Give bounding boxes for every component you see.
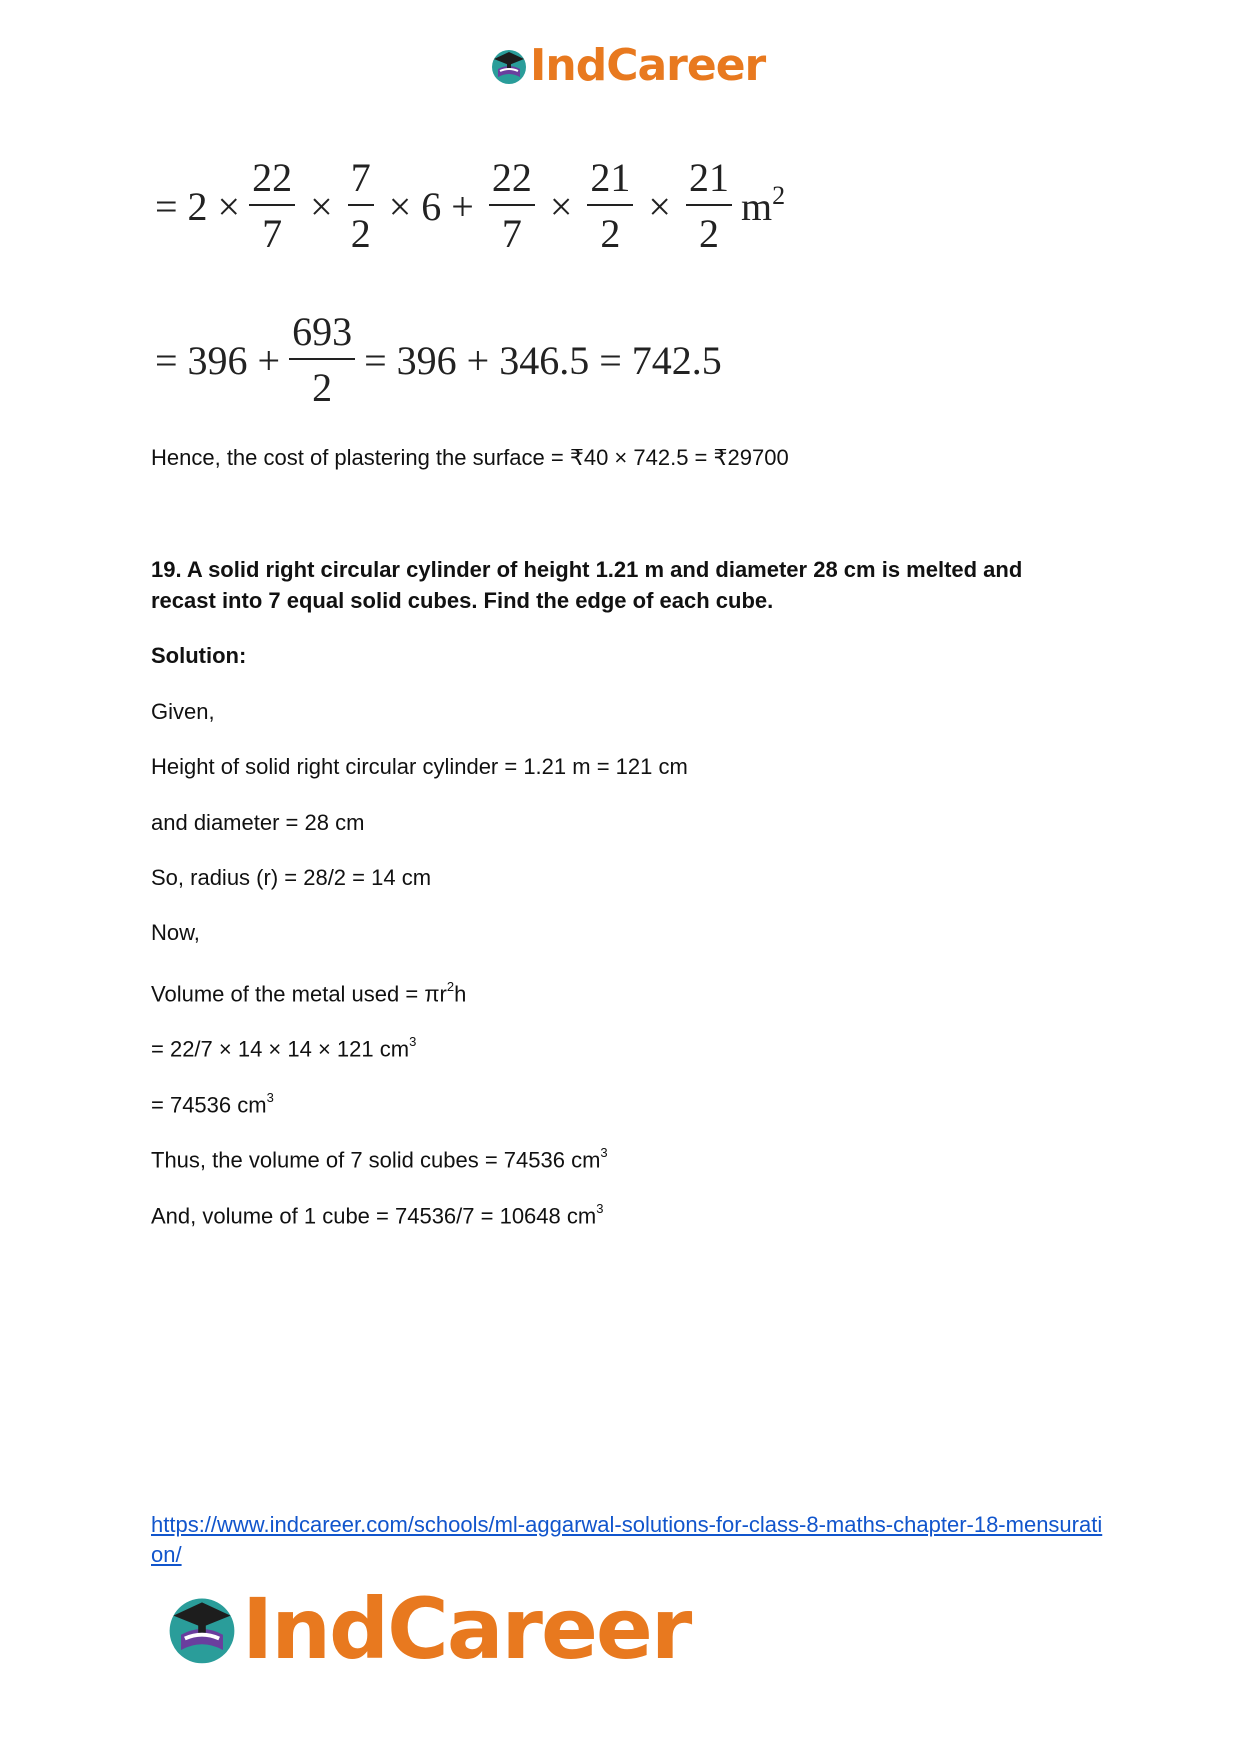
calc-text: = 22/7 × 14 × 14 × 121 cm — [151, 1036, 410, 1062]
equation-line-1 — [155, 155, 786, 256]
exponent: 3 — [600, 1145, 608, 1160]
numerator: 21 — [686, 158, 732, 206]
unit: m — [740, 183, 773, 229]
fraction — [249, 155, 295, 256]
volume-line — [151, 974, 466, 1009]
brand-name: IndCareer — [530, 40, 766, 91]
denominator: 7 — [262, 211, 283, 256]
operator: × — [648, 183, 671, 229]
operator: × — [549, 183, 573, 229]
numerator: 693 — [289, 312, 355, 360]
volume-text: Volume of the metal used = πr — [151, 981, 447, 1007]
now-line: Now, — [151, 920, 200, 945]
cubes-text: Thus, the volume of 7 solid cubes = 74536 cm — [151, 1147, 601, 1173]
exponent: 3 — [409, 1034, 417, 1049]
denominator: 7 — [501, 211, 522, 256]
fraction — [489, 155, 535, 256]
graduation-cap-book-icon — [162, 1589, 242, 1669]
numerator: 22 — [489, 158, 535, 206]
operator: × — [310, 183, 333, 229]
question-line-2: recast into 7 equal solid cubes. Find the edge of each cube. — [151, 588, 774, 613]
volume-h: h — [454, 981, 467, 1007]
source-link[interactable]: https://www.indcareer.com/schools/ml-aggarwal-solutions-for-class-8-maths-chapter-18-mensuration/ — [151, 1512, 1103, 1567]
numerator: 21 — [587, 158, 633, 206]
height-line: Height of solid right circular cylinder = 1.21 m = 121 cm — [151, 754, 688, 779]
question-line-1: 19. A solid right circular cylinder of height 1.21 m and diameter 28 cm is melted and — [151, 557, 1023, 582]
calc-line-2 — [151, 1085, 274, 1120]
cubes-7-line — [151, 1140, 608, 1175]
numerator: 22 — [249, 158, 295, 206]
cube-1-line — [151, 1196, 603, 1231]
denominator: 2 — [350, 211, 371, 256]
denominator: 2 — [600, 211, 621, 256]
cube-text: And, volume of 1 cube = 74536/7 = 10648 cm — [151, 1203, 597, 1229]
equation-line-2 — [155, 309, 722, 410]
fraction — [348, 155, 374, 256]
radius-line: So, radius (r) = 28/2 = 14 cm — [151, 865, 432, 890]
brand-name: IndCareer — [242, 1580, 691, 1678]
numerator: 7 — [348, 158, 374, 206]
given-line: Given, — [151, 699, 215, 724]
unit-exponent: 2 — [772, 181, 786, 210]
calc-line-1 — [151, 1029, 416, 1064]
eq-suffix: = 396 + 346.5 = 742.5 — [364, 337, 722, 383]
exponent: 3 — [266, 1090, 274, 1105]
eq-prefix: = 396 + — [155, 337, 281, 383]
header-logo — [488, 40, 765, 91]
calc-text: = 74536 cm — [151, 1092, 267, 1118]
exponent: 2 — [446, 979, 455, 994]
denominator: 2 — [698, 211, 719, 256]
eq-prefix: = 2 × — [155, 183, 241, 229]
operator: × 6 + — [388, 183, 474, 229]
fraction — [686, 155, 732, 256]
cost-line: Hence, the cost of plastering the surface = ₹40 × 742.5 = ₹29700 — [151, 445, 789, 470]
graduation-cap-book-icon — [488, 45, 530, 87]
exponent: 3 — [596, 1201, 604, 1216]
fraction — [289, 309, 355, 410]
solution-heading: Solution: — [151, 643, 247, 668]
denominator: 2 — [312, 365, 333, 410]
fraction — [587, 155, 633, 256]
diameter-line: and diameter = 28 cm — [151, 810, 365, 835]
footer-logo — [162, 1580, 690, 1678]
